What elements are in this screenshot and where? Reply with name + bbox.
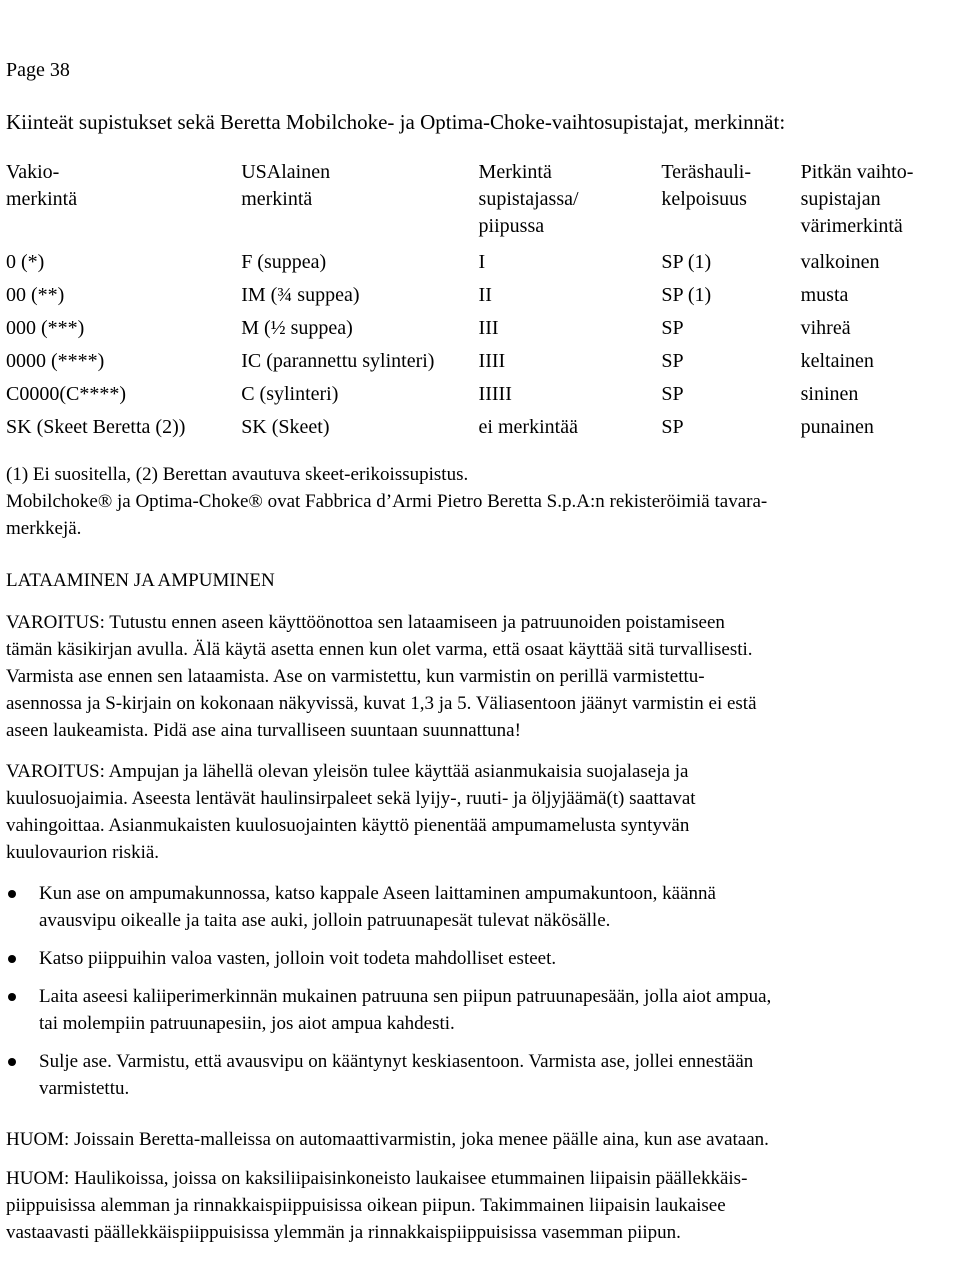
list-item xyxy=(0,1048,956,1102)
table-row xyxy=(6,414,960,447)
text-line: vahingoittaa. Asianmukaisten kuulosuojainten käyttö pienentää ampumamelusta syntyvän xyxy=(6,815,690,836)
table-cell: C (sylinteri) xyxy=(241,383,339,405)
text-line: kuulosuojaimia. Aseesta lentävät haulinsirpaleet sekä lyijy-, ruuti- ja öljyjäämä(t) saattavat xyxy=(6,788,696,809)
note-trigger-order xyxy=(6,1165,956,1246)
table-row xyxy=(6,348,960,381)
list-item xyxy=(0,945,956,972)
text-line: Kun ase on ampumakunnossa, katso kappale Aseen laittaminen ampumakuntoon, käännä xyxy=(39,883,716,904)
table-cell: C0000(C****) xyxy=(6,383,126,405)
table-cell: musta xyxy=(800,284,849,306)
trademark-line: merkkejä. xyxy=(6,518,82,539)
text-line: HUOM: Joissain Beretta-malleissa on automaattivarmistin, joka menee päälle aina, kun ase avataan. xyxy=(6,1129,769,1150)
header-line: värimerkintä xyxy=(800,215,903,237)
bullet-icon xyxy=(8,955,16,963)
list-item xyxy=(0,880,956,934)
header-line: supistajassa/ xyxy=(478,188,579,210)
table-cell: SP xyxy=(661,317,684,339)
text-line: Laita aseesi kaliiperimerkinnän mukainen patruuna sen piipun patruunapesään, jolla aiot ampua, xyxy=(39,986,772,1007)
header-line: kelpoisuus xyxy=(661,188,747,210)
section-heading: LATAAMINEN JA AMPUMINEN xyxy=(6,570,275,591)
table-cell: keltainen xyxy=(800,350,874,372)
table-cell: 0000 (****) xyxy=(6,350,105,372)
table-cell: IIII xyxy=(478,350,506,372)
text-line: Sulje ase. Varmistu, että avausvipu on kääntynyt keskiasentoon. Varmista ase, jollei ennestään xyxy=(39,1051,754,1072)
table-cell: 000 (***) xyxy=(6,317,85,339)
table-cell: SP xyxy=(661,416,684,438)
text-line: avausvipu oikealle ja taita ase auki, jolloin patruunapesät tulevat näkösälle. xyxy=(39,910,611,931)
warning-paragraph-2 xyxy=(6,758,956,866)
text-line: HUOM: Haulikoissa, joissa on kaksiliipaisinkoneisto laukaisee etummainen liipaisin päällekkäis- xyxy=(6,1168,748,1189)
text-line: kuulovaurion riskiä. xyxy=(6,842,160,863)
table-cell: F (suppea) xyxy=(241,251,327,273)
table-cell: SP xyxy=(661,383,684,405)
header-line: Merkintä xyxy=(478,161,552,183)
table-cell: ei merkintää xyxy=(478,416,578,438)
table-cell: II xyxy=(478,284,492,306)
table-cell: SK (Skeet Beretta (2)) xyxy=(6,416,186,438)
text-line: Varmista ase ennen sen lataamista. Ase on varmistettu, kun varmistin on perillä varmistettu- xyxy=(6,666,705,687)
table-cell: SP (1) xyxy=(661,251,712,273)
header-line: merkintä xyxy=(6,188,78,210)
text-line: Katso piippuihin valoa vasten, jolloin voit todeta mahdolliset esteet. xyxy=(39,948,557,969)
text-line: VAROITUS: Tutustu ennen aseen käyttöönottoa sen lataamiseen ja patruunoiden poistamiseen xyxy=(6,612,725,633)
table-cell: IC (parannettu sylinteri) xyxy=(241,350,435,372)
table-row xyxy=(6,381,960,414)
table-cell: punainen xyxy=(800,416,874,438)
bullet-icon xyxy=(8,993,16,1001)
table-cell: SP xyxy=(661,350,684,372)
bullet-icon xyxy=(8,890,16,898)
header-line: piipussa xyxy=(478,215,545,237)
column-header-choke-barrel-marking xyxy=(479,159,662,249)
table-notes xyxy=(6,461,956,542)
table-cell: I xyxy=(478,251,486,273)
text-line: tai molempiin patruunapesiin, jos aiot ampua kahdesti. xyxy=(39,1013,455,1034)
bullet-icon xyxy=(8,1058,16,1066)
table-cell: III xyxy=(478,317,499,339)
header-line: Teräshauli- xyxy=(661,161,752,183)
table-cell: valkoinen xyxy=(800,251,880,273)
choke-marking-table xyxy=(6,159,960,447)
document-title: Kiinteät supistukset sekä Beretta Mobilchoke- ja Optima-Choke-vaihtosupistajat, merkinnät: xyxy=(6,110,786,134)
footnote: (1) Ei suositella, (2) Berettan avautuva skeet-erikoissupistus. xyxy=(6,464,469,485)
page-number: Page 38 xyxy=(6,59,70,81)
table-header-row xyxy=(6,159,960,249)
table-cell: vihreä xyxy=(800,317,851,339)
table-row xyxy=(6,282,960,315)
list-item xyxy=(0,983,956,1037)
text-line: piippuisissa alemman ja rinnakkaispiippuisissa oikean piipun. Takimmainen liipaisin laukaisee xyxy=(6,1195,726,1216)
loading-steps-list xyxy=(0,880,956,1113)
column-header-us-marking xyxy=(241,159,478,249)
column-header-steel-shot xyxy=(661,159,800,249)
text-line: tämän käsikirjan avulla. Älä käytä asetta ennen kun olet varma, että osaat käyttää sitä turvallisesti. xyxy=(6,639,753,660)
table-cell: IIIII xyxy=(478,383,512,405)
column-header-color-code xyxy=(801,159,960,249)
table-row xyxy=(6,249,960,282)
text-line: VAROITUS: Ampujan ja lähellä olevan yleisön tulee käyttää asianmukaisia suojalaseja ja xyxy=(6,761,689,782)
table-row xyxy=(6,315,960,348)
table-cell: 0 (*) xyxy=(6,251,45,273)
table-cell: M (½ suppea) xyxy=(241,317,353,339)
text-line: vastaavasti päällekkäispiippuisissa ylemmän ja rinnakkaispiippuisissa vasemman piipun. xyxy=(6,1222,681,1243)
table-cell: sininen xyxy=(800,383,859,405)
header-line: USAlainen xyxy=(241,161,331,183)
header-line: Vakio- xyxy=(6,161,60,183)
column-header-standard-marking xyxy=(6,159,241,249)
header-line: supistajan xyxy=(800,188,881,210)
header-line: Pitkän vaihto- xyxy=(800,161,914,183)
table-cell: IM (¾ suppea) xyxy=(241,284,360,306)
header-line: merkintä xyxy=(241,188,313,210)
note-auto-safety xyxy=(6,1126,956,1153)
text-line: asennossa ja S-kirjain on kokonaan näkyvissä, kuvat 1,3 ja 5. Väliasentoon jäänyt varmistin ei estä xyxy=(6,693,757,714)
trademark-line: Mobilchoke® ja Optima-Choke® ovat Fabbrica d’Armi Pietro Beretta S.p.A:n rekisteröimiä tavara- xyxy=(6,491,768,512)
text-line: varmistettu. xyxy=(39,1078,130,1099)
warning-paragraph-1 xyxy=(6,609,956,744)
table-cell: SP (1) xyxy=(661,284,712,306)
text-line: aseen laukeamista. Pidä ase aina turvalliseen suuntaan suunnattuna! xyxy=(6,720,521,741)
table-cell: SK (Skeet) xyxy=(241,416,330,438)
table-cell: 00 (**) xyxy=(6,284,65,306)
